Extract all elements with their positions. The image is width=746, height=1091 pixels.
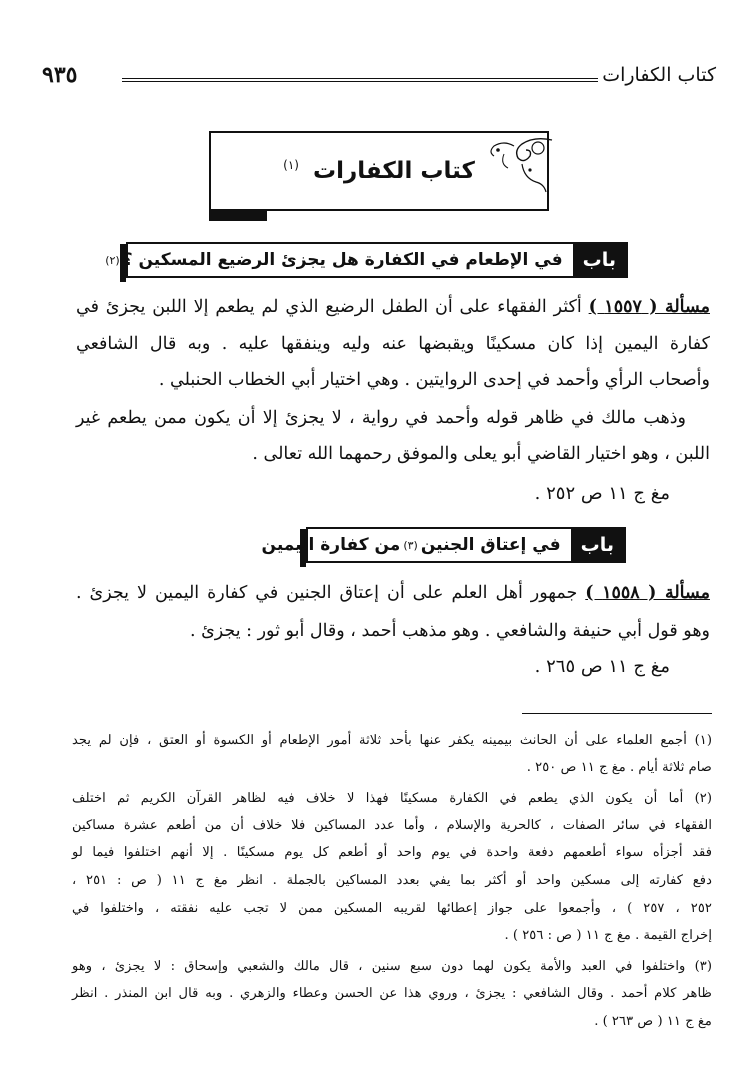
footnote-line: إخراج القيمة . مغ ج ١١ ( ص : ٢٥٦ ) . [504, 928, 712, 943]
chapter-label: باب [573, 244, 626, 276]
paragraph-line [76, 296, 710, 319]
paragraph-line [76, 582, 710, 605]
footnote-line: مغ ج ١١ ( ص ٢٦٣ ) . [594, 1014, 712, 1029]
ornament-icon [474, 134, 554, 194]
chapter-title-text: في الإطعام في الكفارة هل يجزئ الرضيع المسكين ؟ [122, 250, 563, 270]
footnote-line: دفع كفارته إلى مسكين واحد أو أكثر بما يفي بعدد المساكين بالجملة . انظر مغ ج ١١ ( ص : ٢٥١ ، [72, 873, 712, 888]
chapter-footnote-mark: (٣) [403, 538, 418, 552]
chapter-title-text: في إعتاق الجنين [420, 535, 561, 555]
book-title-footnote-mark: (١) [283, 158, 299, 173]
chapter-heading [261, 527, 626, 563]
chapter-heading [105, 242, 628, 278]
issue-label: مسألة ( ١٥٥٨ ) [585, 583, 710, 603]
footnote-line: ظاهر كلام أحمد . وقال الشافعي : يجزئ ، وروي هذا عن الحسن وعطاء والزهري . وبه قال ابن المنذر . انظر [72, 986, 712, 1001]
issue-text: أكثر الفقهاء على أن الطفل الرضيع الذي لم يطعم إلا اللبن يجزئ في [76, 297, 582, 317]
chapter-footnote-mark: (٢) [105, 253, 120, 267]
source-reference: مغ ج ١١ ص ٢٦٥ . [534, 656, 670, 677]
footnote-line: ٢٥٢ ، ٢٥٧ ) ، وأجمعوا على جواز إعطائها لقريبه المسكين ممن لا تجب عليه نفقته ، واختلفوا في [72, 901, 713, 916]
footnote-line: الفقهاء في سائر الصفات ، كالحرية والإسلام ، وأما عدد المساكين فلا خلاف أن من أطعم عشرة مساكين [72, 818, 712, 833]
footnote-line: (١) أجمع العلماء على أن الحانث بيمينه يكفر عنها بأحد ثلاثة أمور الإطعام أو الكسوة أو العتق ، فإن لم يجد [72, 733, 712, 748]
paragraph-line: وهو قول أبي حنيفة والشافعي . وهو مذهب أحمد ، وقال أبو ثور : يجزئ . [189, 621, 710, 641]
header-rule [122, 78, 598, 82]
book-title [283, 158, 475, 184]
footnote-separator [522, 713, 712, 714]
chapter-title-text-continued: من كفارة اليمين [261, 535, 401, 555]
paragraph-line: كفارة اليمين إذا كان مسكينًا ويقبضها عنه وليه وينفقها عليه . وبه قال الشافعي [76, 334, 710, 354]
page-number: ٩٣٥ [42, 62, 78, 88]
paragraph-line: وأصحاب الرأي وأحمد في إحدى الروايتين . وهي اختيار أبي الخطاب الحنبلي . [158, 370, 710, 390]
chapter-label: باب [571, 529, 624, 561]
title-frame-shadow [209, 211, 267, 221]
chapter-title [252, 529, 571, 561]
paragraph-line: اللبن ، وهو اختيار القاضي أبو يعلى والموفق رحمهما الله تعالى . [252, 444, 710, 464]
footnote-line: (٣) واختلفوا في العبد والأمة يكون لهما دون سبع سنين ، قال مالك والشعبي وإسحاق : لا يجزئ ، وهو [72, 959, 712, 974]
book-title-text: كتاب الكفارات [313, 158, 475, 184]
issue-label: مسألة ( ١٥٥٧ ) [588, 297, 710, 317]
issue-text: جمهور أهل العلم على أن إعتاق الجنين في كفارة اليمين لا يجزئ . [76, 583, 578, 603]
footnote-line: فقد أجزأه سواء أطعمهم دفعة واحدة في يوم واحد أو أطعم كل يوم مسكينًا . إلا أنهم اختلفوا فيما لو [72, 845, 712, 860]
source-reference: مغ ج ١١ ص ٢٥٢ . [534, 483, 670, 504]
footnote-line: صام ثلاثة أيام . مغ ج ١١ ص ٢٥٠ . [526, 760, 712, 775]
paragraph-line: وذهب مالك في ظاهر قوله وأحمد في رواية ، لا يجزئ إلا أن يكون ممن يطعم غير [76, 408, 686, 428]
running-header-title: كتاب الكفارات [602, 64, 716, 86]
footnote-line: (٢) أما أن يكون الذي يطعم في الكفارة مسكينًا فهذا لا خلاف فيه لظاهر القرآن الكريم ثم اختلف [72, 791, 712, 806]
chapter-title [92, 244, 572, 276]
